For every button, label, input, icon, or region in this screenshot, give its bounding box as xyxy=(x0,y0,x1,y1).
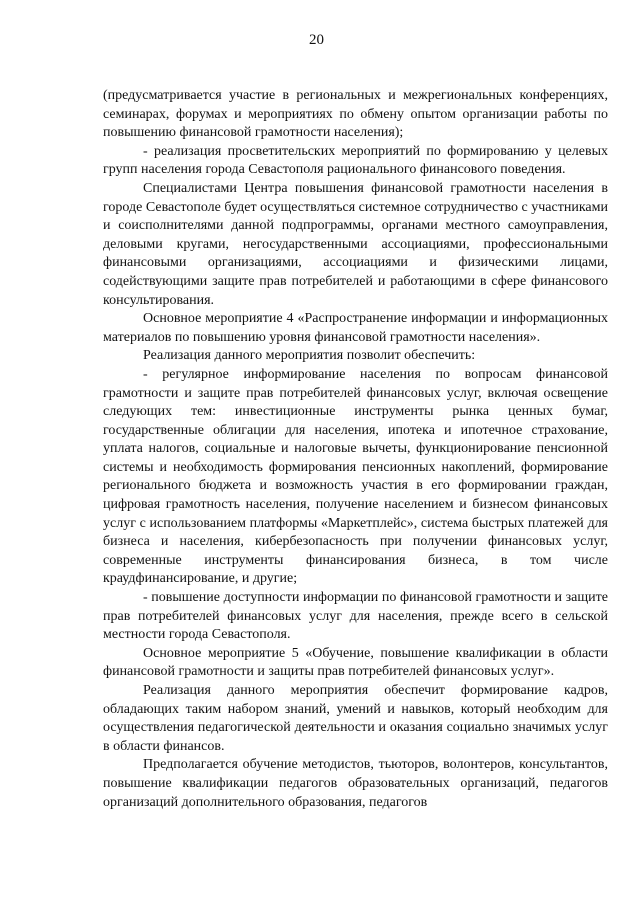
paragraph-regular-informing: - регулярное информирование населения по вопросам финансовой грамотности и защите прав потребителей финансовых услуг, включая освещение следующих тем: инвестиционные инструменты рынка ценных бумаг, государственные облигации для населения, ипотека и ипотечное страхование, уплата налогов, социальные и налоговые вычеты, функционирование пенсионной системы и необходимость формирования пенсионных накоплений, формирование регионального бюджета и возможность участия в его формировании граждан, цифровая грамотность населения, получение населением и бизнесом финансовых услуг с использованием платформы «Маркетплейс», система быстрых платежей для бизнеса и населения, кибербезопасность при получении финансовых услуг, современные инструменты финансирования бизнеса, в том числе краудфинансирование, и другие; xyxy=(103,366,608,587)
document-body xyxy=(103,87,608,812)
paragraph-accessibility: - повышение доступности информации по финансовой грамотности и защите прав потребителей финансовых услуг для населения, прежде всего в сельской местности города Севастополя. xyxy=(103,590,608,643)
paragraph-main-event-4: Основное мероприятие 4 «Распространение информации и информационных материалов по повышению уровня финансовой грамотности населения». xyxy=(103,311,608,345)
paragraph-continuation: (предусматривается участие в региональных и межрегиональных конференциях, семинарах, форумах и мероприятиях по обмену опытом организации работы по повышению финансовой грамотности населения); xyxy=(103,88,608,141)
paragraph-implementation-intro: Реализация данного мероприятия позволит обеспечить: xyxy=(143,348,476,364)
paragraph-staff-formation: Реализация данного мероприятия обеспечит формирование кадров, обладающих таким набором знаний, умений и навыков, который необходим для осуществления педагогической деятельности и оказания социально значимых услуг в области финансов. xyxy=(103,683,608,754)
paragraph-training: Предполагается обучение методистов, тьюторов, волонтеров, консультантов, повышение квалификации педагогов образовательных организаций, педагогов организаций дополнительного образования, педагогов xyxy=(103,757,608,810)
paragraph-main-event-5: Основное мероприятие 5 «Обучение, повышение квалификации в области финансовой грамотности и защиты прав потребителей финансовых услуг». xyxy=(103,645,608,680)
paragraph-educational-events: - реализация просветительских мероприятий по формированию у целевых групп населения города Севастополя рационального финансового поведения. xyxy=(103,143,608,178)
paragraph-center-cooperation: Специалистами Центра повышения финансовой грамотности населения в городе Севастополе будет осуществляться системное сотрудничество с участниками и соисполнителями данной подпрограммы, органами местного самоуправления, деловыми кругами, негосударственными ассоциациями, профессиональными финансовыми организациями, ассоциациями и физическими лицами, содействующими защите прав потребителей и работающими в сфере финансового консультирования. xyxy=(103,180,608,308)
page-number: 20 xyxy=(309,32,324,48)
